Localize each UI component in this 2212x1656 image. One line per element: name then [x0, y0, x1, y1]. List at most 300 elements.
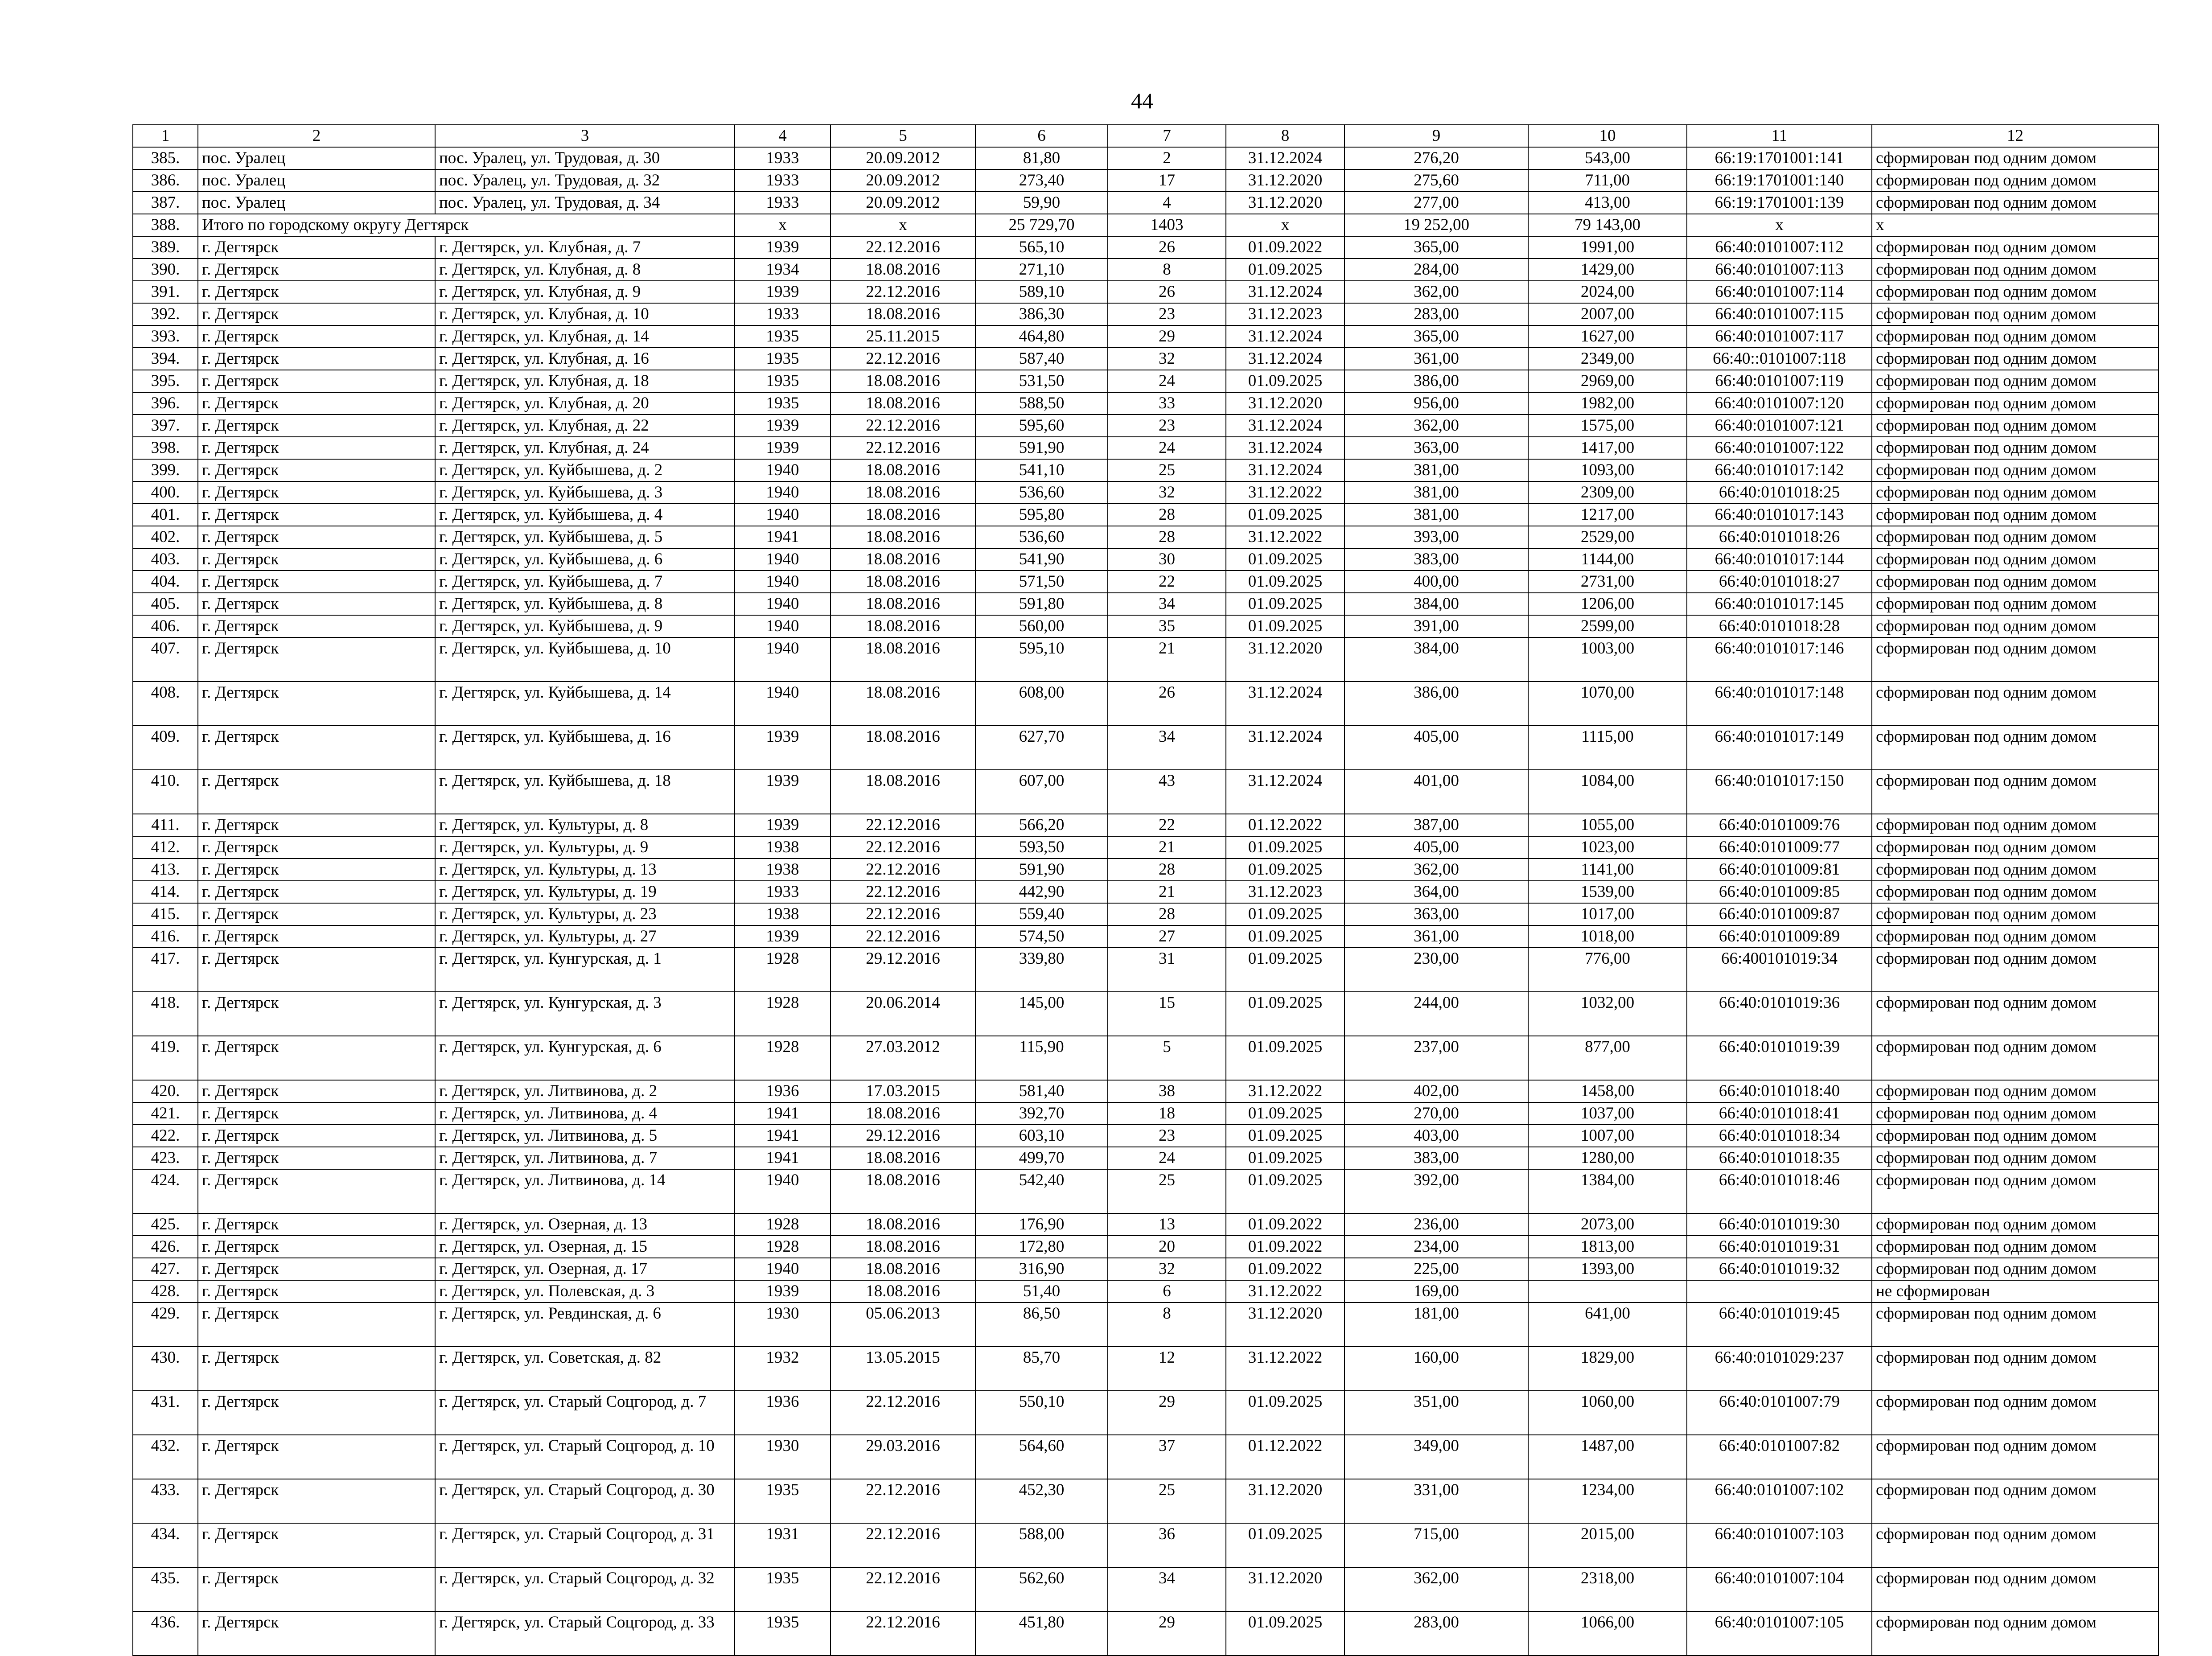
area-cell: 571,50	[975, 571, 1108, 593]
row-number-cell: 411.	[133, 814, 198, 836]
residents-cell: 35	[1108, 615, 1226, 637]
build-year-cell: 1939	[735, 1280, 831, 1303]
build-year-cell: 1939	[735, 770, 831, 814]
land-area-cell: 1627,00	[1528, 325, 1687, 348]
residents-cell: 27	[1108, 925, 1226, 948]
cadastral-number-cell: 66:40:0101019:45	[1687, 1303, 1872, 1347]
build-year-cell: 1933	[735, 192, 831, 214]
land-area-cell: 1280,00	[1528, 1147, 1687, 1169]
land-status-cell: сформирован под одним домом	[1872, 1303, 2159, 1347]
residents-cell: 8	[1108, 1303, 1226, 1347]
land-status-cell: сформирован под одним домом	[1872, 1236, 2159, 1258]
date-cell: 29.03.2016	[831, 1435, 975, 1479]
locality-cell: г. Дегтярск	[198, 593, 435, 615]
land-area-cell: 1539,00	[1528, 881, 1687, 903]
land-status-cell: сформирован под одним домом	[1872, 437, 2159, 459]
area-cell: 603,10	[975, 1125, 1108, 1147]
land-value-cell: 225,00	[1344, 1258, 1528, 1280]
address-cell: г. Дегтярск, ул. Клубная, д. 22	[435, 415, 735, 437]
date-cell: 29.12.2016	[831, 948, 975, 992]
address-cell: г. Дегтярск, ул. Культуры, д. 8	[435, 814, 735, 836]
area-cell: 595,10	[975, 637, 1108, 682]
land-status-cell: сформирован под одним домом	[1872, 303, 2159, 325]
build-year-cell: 1930	[735, 1435, 831, 1479]
residents-cell: 26	[1108, 682, 1226, 726]
locality-cell: г. Дегтярск	[198, 1347, 435, 1391]
residents-cell: 28	[1108, 504, 1226, 526]
address-cell: г. Дегтярск, ул. Клубная, д. 7	[435, 236, 735, 259]
cadastral-number-cell: 66:40:0101018:34	[1687, 1125, 1872, 1147]
land-status-cell: сформирован под одним домом	[1872, 682, 2159, 726]
cadastral-number-cell: 66:40:0101007:82	[1687, 1435, 1872, 1479]
row-number-cell: 431.	[133, 1391, 198, 1435]
build-year-cell: 1941	[735, 1102, 831, 1125]
row-number-cell: 398.	[133, 437, 198, 459]
deadline-date-cell: 31.12.2020	[1226, 392, 1344, 415]
date-cell: 22.12.2016	[831, 814, 975, 836]
land-status-cell: сформирован под одним домом	[1872, 881, 2159, 903]
area-cell: 564,60	[975, 1435, 1108, 1479]
deadline-date-cell: 31.12.2020	[1226, 192, 1344, 214]
deadline-date-cell: 01.09.2022	[1226, 236, 1344, 259]
land-area-cell: 1417,00	[1528, 437, 1687, 459]
address-cell: пос. Уралец, ул. Трудовая, д. 30	[435, 147, 735, 169]
residents-cell: 22	[1108, 814, 1226, 836]
land-status-cell: сформирован под одним домом	[1872, 259, 2159, 281]
row-number-cell: 412.	[133, 836, 198, 859]
locality-cell: г. Дегтярск	[198, 1125, 435, 1147]
build-year-cell: 1939	[735, 437, 831, 459]
date-cell: 22.12.2016	[831, 236, 975, 259]
land-status-cell: сформирован под одним домом	[1872, 615, 2159, 637]
land-area-cell: 1982,00	[1528, 392, 1687, 415]
date-cell: 18.08.2016	[831, 481, 975, 504]
address-cell: г. Дегтярск, ул. Полевская, д. 3	[435, 1280, 735, 1303]
area-cell: 566,20	[975, 814, 1108, 836]
cadastral-number-cell: 66:40:0101009:81	[1687, 859, 1872, 881]
land-status-cell: сформирован под одним домом	[1872, 770, 2159, 814]
locality-cell: г. Дегтярск	[198, 1280, 435, 1303]
table-row	[133, 1236, 2159, 1258]
build-year-cell: 1933	[735, 303, 831, 325]
address-cell: г. Дегтярск, ул. Клубная, д. 18	[435, 370, 735, 392]
table-row	[133, 1169, 2159, 1213]
row-number-cell: 393.	[133, 325, 198, 348]
build-year-cell: 1932	[735, 1347, 831, 1391]
date-cell: 18.08.2016	[831, 1258, 975, 1280]
land-area-cell: 2969,00	[1528, 370, 1687, 392]
address-cell: г. Дегтярск, ул. Клубная, д. 24	[435, 437, 735, 459]
address-cell: г. Дегтярск, ул. Куйбышева, д. 10	[435, 637, 735, 682]
land-area-cell: 1037,00	[1528, 1102, 1687, 1125]
cadastral-number-cell: 66:40:0101007:120	[1687, 392, 1872, 415]
date-cell: 13.05.2015	[831, 1347, 975, 1391]
land-value-cell: 160,00	[1344, 1347, 1528, 1391]
table-row	[133, 548, 2159, 571]
build-year-cell: 1935	[735, 1567, 831, 1611]
land-status-cell: сформирован под одним домом	[1872, 1169, 2159, 1213]
deadline-date-cell: 31.12.2020	[1226, 1303, 1344, 1347]
row-number-cell: 432.	[133, 1435, 198, 1479]
cadastral-number-cell: 66:40:0101009:77	[1687, 836, 1872, 859]
area-cell: 588,00	[975, 1523, 1108, 1567]
land-area-cell: 79 143,00	[1528, 214, 1687, 236]
build-year-cell: 1936	[735, 1391, 831, 1435]
deadline-date-cell: 31.12.2020	[1226, 637, 1344, 682]
land-status-cell: сформирован под одним домом	[1872, 481, 2159, 504]
table-row	[133, 214, 2159, 236]
residents-cell: 29	[1108, 1391, 1226, 1435]
address-cell: г. Дегтярск, ул. Старый Соцгород, д. 32	[435, 1567, 735, 1611]
locality-cell: г. Дегтярск	[198, 1036, 435, 1080]
row-number-cell: 410.	[133, 770, 198, 814]
cadastral-number-cell: 66:19:1701001:141	[1687, 147, 1872, 169]
land-area-cell: 1144,00	[1528, 548, 1687, 571]
residents-cell: 29	[1108, 1611, 1226, 1656]
deadline-date-cell: 01.09.2025	[1226, 948, 1344, 992]
table-row	[133, 147, 2159, 169]
cadastral-number-cell: 66:40:0101007:79	[1687, 1391, 1872, 1435]
locality-cell: г. Дегтярск	[198, 571, 435, 593]
area-cell: 464,80	[975, 325, 1108, 348]
build-year-cell: 1928	[735, 992, 831, 1036]
land-area-cell: 2731,00	[1528, 571, 1687, 593]
page-number: 44	[1131, 88, 1153, 113]
land-area-cell: 1066,00	[1528, 1611, 1687, 1656]
locality-cell: г. Дегтярск	[198, 504, 435, 526]
row-number-cell: 414.	[133, 881, 198, 903]
column-header: 2	[198, 125, 435, 147]
build-year-cell: 1928	[735, 1236, 831, 1258]
column-number-row	[133, 125, 2159, 147]
table-row	[133, 615, 2159, 637]
table-row	[133, 859, 2159, 881]
land-value-cell: 365,00	[1344, 325, 1528, 348]
address-cell: г. Дегтярск, ул. Культуры, д. 9	[435, 836, 735, 859]
build-year-cell: 1938	[735, 836, 831, 859]
deadline-date-cell: 01.09.2025	[1226, 1611, 1344, 1656]
deadline-date-cell: 31.12.2024	[1226, 281, 1344, 303]
land-status-cell: сформирован под одним домом	[1872, 925, 2159, 948]
locality-cell: г. Дегтярск	[198, 437, 435, 459]
date-cell: 29.12.2016	[831, 1125, 975, 1147]
date-cell: 05.06.2013	[831, 1303, 975, 1347]
locality-cell: г. Дегтярск	[198, 1391, 435, 1435]
column-header: 12	[1872, 125, 2159, 147]
row-number-cell: 400.	[133, 481, 198, 504]
residents-cell: 15	[1108, 992, 1226, 1036]
build-year-cell: 1940	[735, 593, 831, 615]
residents-cell: 28	[1108, 859, 1226, 881]
deadline-date-cell: 01.09.2025	[1226, 504, 1344, 526]
area-cell: 115,90	[975, 1036, 1108, 1080]
deadline-date-cell: 01.09.2025	[1226, 925, 1344, 948]
build-year-cell: 1939	[735, 925, 831, 948]
column-header: 8	[1226, 125, 1344, 147]
table-row	[133, 1280, 2159, 1303]
residents-cell: 23	[1108, 1125, 1226, 1147]
land-value-cell: 393,00	[1344, 526, 1528, 548]
address-cell: г. Дегтярск, ул. Куйбышева, д. 16	[435, 726, 735, 770]
land-status-cell: сформирован под одним домом	[1872, 459, 2159, 481]
table-row	[133, 1523, 2159, 1567]
table-row	[133, 1567, 2159, 1611]
cadastral-number-cell: 66:40:0101019:36	[1687, 992, 1872, 1036]
cadastral-number-cell: 66:40:0101017:143	[1687, 504, 1872, 526]
build-year-cell: 1939	[735, 726, 831, 770]
table-row	[133, 325, 2159, 348]
table-row	[133, 1479, 2159, 1523]
table-body	[133, 147, 2159, 1656]
address-cell: г. Дегтярск, ул. Ревдинская, д. 6	[435, 1303, 735, 1347]
land-status-cell: сформирован под одним домом	[1872, 370, 2159, 392]
address-cell: г. Дегтярск, ул. Литвинова, д. 4	[435, 1102, 735, 1125]
area-cell: 271,10	[975, 259, 1108, 281]
address-cell: г. Дегтярск, ул. Клубная, д. 10	[435, 303, 735, 325]
row-number-cell: 401.	[133, 504, 198, 526]
land-status-cell: сформирован под одним домом	[1872, 415, 2159, 437]
build-year-cell: 1941	[735, 1147, 831, 1169]
locality-cell: г. Дегтярск	[198, 881, 435, 903]
land-value-cell: 392,00	[1344, 1169, 1528, 1213]
deadline-date-cell: 31.12.2024	[1226, 415, 1344, 437]
address-cell: г. Дегтярск, ул. Куйбышева, д. 8	[435, 593, 735, 615]
cadastral-number-cell: 66:40:0101019:39	[1687, 1036, 1872, 1080]
build-year-cell: 1941	[735, 1125, 831, 1147]
build-year-cell: 1940	[735, 459, 831, 481]
area-cell: 588,50	[975, 392, 1108, 415]
date-cell: 25.11.2015	[831, 325, 975, 348]
date-cell: 18.08.2016	[831, 726, 975, 770]
build-year-cell: 1940	[735, 1169, 831, 1213]
area-cell: 85,70	[975, 1347, 1108, 1391]
area-cell: 86,50	[975, 1303, 1108, 1347]
locality-cell: г. Дегтярск	[198, 1435, 435, 1479]
land-area-cell: 1070,00	[1528, 682, 1687, 726]
area-cell: 595,60	[975, 415, 1108, 437]
row-number-cell: 419.	[133, 1036, 198, 1080]
locality-cell: г. Дегтярск	[198, 548, 435, 571]
address-cell: г. Дегтярск, ул. Кунгурская, д. 1	[435, 948, 735, 992]
build-year-cell: 1931	[735, 1523, 831, 1567]
land-status-cell: сформирован под одним домом	[1872, 1479, 2159, 1523]
land-status-cell: сформирован под одним домом	[1872, 1102, 2159, 1125]
land-status-cell: x	[1872, 214, 2159, 236]
area-cell: 81,80	[975, 147, 1108, 169]
address-cell: г. Дегтярск, ул. Клубная, д. 8	[435, 259, 735, 281]
table-row	[133, 415, 2159, 437]
row-number-cell: 415.	[133, 903, 198, 925]
deadline-date-cell: 31.12.2020	[1226, 169, 1344, 192]
land-status-cell: сформирован под одним домом	[1872, 504, 2159, 526]
land-status-cell: сформирован под одним домом	[1872, 571, 2159, 593]
deadline-date-cell: 31.12.2020	[1226, 1479, 1344, 1523]
locality-cell: г. Дегтярск	[198, 770, 435, 814]
land-value-cell: 386,00	[1344, 370, 1528, 392]
deadline-date-cell: 31.12.2024	[1226, 325, 1344, 348]
land-area-cell: 776,00	[1528, 948, 1687, 992]
row-number-cell: 409.	[133, 726, 198, 770]
deadline-date-cell: 31.12.2023	[1226, 881, 1344, 903]
build-year-cell: 1933	[735, 169, 831, 192]
area-cell: 562,60	[975, 1567, 1108, 1611]
column-header: 3	[435, 125, 735, 147]
area-cell: 541,90	[975, 548, 1108, 571]
land-value-cell: 270,00	[1344, 1102, 1528, 1125]
row-number-cell: 402.	[133, 526, 198, 548]
cadastral-number-cell: 66:40:0101007:122	[1687, 437, 1872, 459]
date-cell: 18.08.2016	[831, 593, 975, 615]
row-number-cell: 399.	[133, 459, 198, 481]
address-cell: г. Дегтярск, ул. Клубная, д. 20	[435, 392, 735, 415]
row-number-cell: 406.	[133, 615, 198, 637]
row-number-cell: 392.	[133, 303, 198, 325]
date-cell: 18.08.2016	[831, 770, 975, 814]
row-number-cell: 423.	[133, 1147, 198, 1169]
cadastral-number-cell: 66:40:0101017:146	[1687, 637, 1872, 682]
row-number-cell: 395.	[133, 370, 198, 392]
land-status-cell: сформирован под одним домом	[1872, 1567, 2159, 1611]
address-cell: г. Дегтярск, ул. Литвинова, д. 7	[435, 1147, 735, 1169]
row-number-cell: 403.	[133, 548, 198, 571]
land-value-cell: 361,00	[1344, 348, 1528, 370]
build-year-cell: 1940	[735, 571, 831, 593]
build-year-cell: 1928	[735, 948, 831, 992]
build-year-cell: 1935	[735, 1479, 831, 1523]
row-number-cell: 389.	[133, 236, 198, 259]
housing-register-table	[132, 124, 2159, 1656]
land-area-cell: 2007,00	[1528, 303, 1687, 325]
area-cell: 386,30	[975, 303, 1108, 325]
area-cell: 392,70	[975, 1102, 1108, 1125]
build-year-cell: 1935	[735, 1611, 831, 1656]
land-area-cell: 1206,00	[1528, 593, 1687, 615]
deadline-date-cell: 01.09.2025	[1226, 1523, 1344, 1567]
address-cell: г. Дегтярск, ул. Советская, д. 82	[435, 1347, 735, 1391]
land-area-cell: 1813,00	[1528, 1236, 1687, 1258]
table-row	[133, 637, 2159, 682]
land-value-cell: 402,00	[1344, 1080, 1528, 1102]
land-value-cell: 403,00	[1344, 1125, 1528, 1147]
locality-cell: г. Дегтярск	[198, 1258, 435, 1280]
row-number-cell: 422.	[133, 1125, 198, 1147]
cadastral-number-cell: 66:40:0101009:85	[1687, 881, 1872, 903]
table-row	[133, 481, 2159, 504]
land-value-cell: 244,00	[1344, 992, 1528, 1036]
table-row	[133, 1303, 2159, 1347]
address-cell: г. Дегтярск, ул. Куйбышева, д. 2	[435, 459, 735, 481]
date-cell: 20.09.2012	[831, 147, 975, 169]
deadline-date-cell: 01.09.2022	[1226, 1213, 1344, 1236]
table-row	[133, 682, 2159, 726]
build-year-cell: 1935	[735, 392, 831, 415]
residents-cell: 24	[1108, 370, 1226, 392]
residents-cell: 29	[1108, 325, 1226, 348]
land-area-cell: 1141,00	[1528, 859, 1687, 881]
area-cell: 591,80	[975, 593, 1108, 615]
area-cell: 560,00	[975, 615, 1108, 637]
address-cell: г. Дегтярск, ул. Культуры, д. 19	[435, 881, 735, 903]
locality-cell: г. Дегтярск	[198, 1213, 435, 1236]
land-area-cell: 1991,00	[1528, 236, 1687, 259]
land-value-cell: 283,00	[1344, 1611, 1528, 1656]
date-cell: 18.08.2016	[831, 571, 975, 593]
column-header: 10	[1528, 125, 1687, 147]
area-cell: 587,40	[975, 348, 1108, 370]
land-area-cell: 1007,00	[1528, 1125, 1687, 1147]
land-area-cell: 1115,00	[1528, 726, 1687, 770]
deadline-date-cell: 01.12.2022	[1226, 1435, 1344, 1479]
cadastral-number-cell: 66:40:0101007:104	[1687, 1567, 1872, 1611]
area-cell: 593,50	[975, 836, 1108, 859]
cadastral-number-cell: 66:40:0101018:26	[1687, 526, 1872, 548]
land-status-cell: сформирован под одним домом	[1872, 814, 2159, 836]
residents-cell: 5	[1108, 1036, 1226, 1080]
table-row	[133, 881, 2159, 903]
land-area-cell: 1458,00	[1528, 1080, 1687, 1102]
area-cell: 581,40	[975, 1080, 1108, 1102]
table-row	[133, 1125, 2159, 1147]
residents-cell: 8	[1108, 259, 1226, 281]
build-year-cell: 1934	[735, 259, 831, 281]
row-number-cell: 426.	[133, 1236, 198, 1258]
address-cell: г. Дегтярск, ул. Озерная, д. 17	[435, 1258, 735, 1280]
area-cell: 574,50	[975, 925, 1108, 948]
land-value-cell: 283,00	[1344, 303, 1528, 325]
cadastral-number-cell: 66:40:0101019:31	[1687, 1236, 1872, 1258]
area-cell: 145,00	[975, 992, 1108, 1036]
deadline-date-cell: 31.12.2024	[1226, 437, 1344, 459]
land-area-cell: 543,00	[1528, 147, 1687, 169]
date-cell: 17.03.2015	[831, 1080, 975, 1102]
land-value-cell: 400,00	[1344, 571, 1528, 593]
land-value-cell: 391,00	[1344, 615, 1528, 637]
locality-cell: г. Дегтярск	[198, 637, 435, 682]
area-cell: 536,60	[975, 526, 1108, 548]
date-cell: 18.08.2016	[831, 682, 975, 726]
area-cell: 339,80	[975, 948, 1108, 992]
date-cell: 22.12.2016	[831, 281, 975, 303]
land-area-cell: 711,00	[1528, 169, 1687, 192]
date-cell: 22.12.2016	[831, 1479, 975, 1523]
land-status-cell: сформирован под одним домом	[1872, 1435, 2159, 1479]
land-area-cell: 641,00	[1528, 1303, 1687, 1347]
cadastral-number-cell: 66:40:0101009:87	[1687, 903, 1872, 925]
table-row	[133, 281, 2159, 303]
land-status-cell: сформирован под одним домом	[1872, 859, 2159, 881]
residents-cell: 34	[1108, 1567, 1226, 1611]
residents-cell: 18	[1108, 1102, 1226, 1125]
locality-cell: г. Дегтярск	[198, 992, 435, 1036]
residents-cell: 30	[1108, 548, 1226, 571]
deadline-date-cell: 01.09.2025	[1226, 593, 1344, 615]
area-cell: 531,50	[975, 370, 1108, 392]
total-label: Итого по городскому округу Дегтярск	[198, 214, 735, 236]
column-header: 11	[1687, 125, 1872, 147]
date-cell: 22.12.2016	[831, 437, 975, 459]
deadline-date-cell: 31.12.2022	[1226, 526, 1344, 548]
deadline-date-cell: 01.09.2025	[1226, 259, 1344, 281]
cadastral-number-cell: 66:40:0101007:119	[1687, 370, 1872, 392]
locality-cell: г. Дегтярск	[198, 859, 435, 881]
residents-cell: 31	[1108, 948, 1226, 992]
locality-cell: пос. Уралец	[198, 169, 435, 192]
deadline-date-cell: 01.09.2025	[1226, 1391, 1344, 1435]
cadastral-number-cell: 66:40::0101007:118	[1687, 348, 1872, 370]
build-year-cell: x	[735, 214, 831, 236]
land-area-cell: 1017,00	[1528, 903, 1687, 925]
address-cell: г. Дегтярск, ул. Куйбышева, д. 18	[435, 770, 735, 814]
